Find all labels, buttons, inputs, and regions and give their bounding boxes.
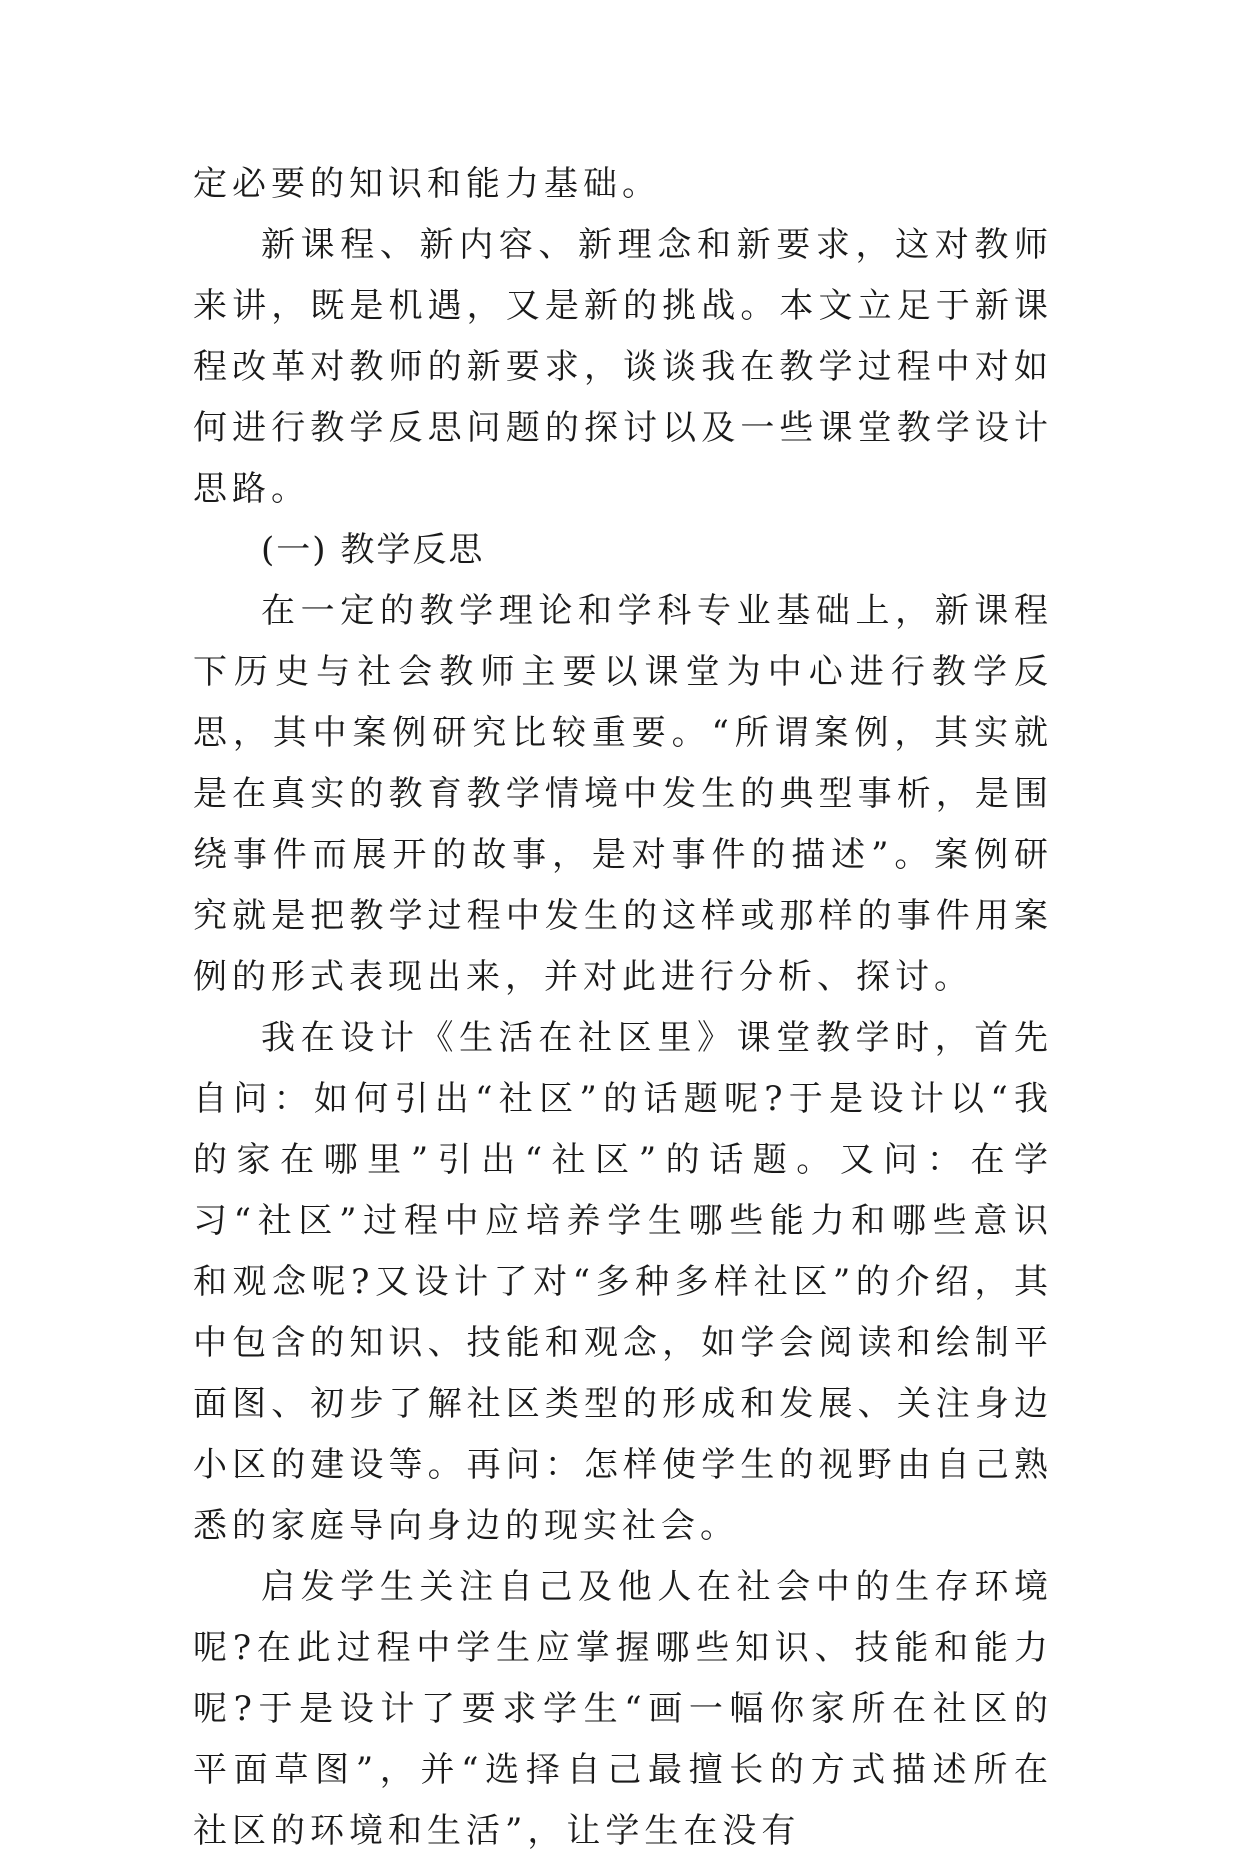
section-heading: (一) 教学反思 — [261, 530, 485, 570]
paragraph-lesson-design: 我在设计《生活在社区里》课堂教学时，首先自问：如何引出“社区”的话题呢?于是设计以“我的家在哪里”引出“社区”的话题。又问：在学习“社区”过程中应培养学生哪些能力和哪些意识和观念呢?又设计了对“多种多样社区”的介绍，其中包含的知识、技能和观念，如学会阅读和绘制平面图、初步了解社区类型的形成和发展、关注身边小区的建设等。再问：怎样使学生的视野由自己熟悉的家庭导向身边的现实社会。 — [193, 1018, 1053, 1546]
paragraph-continuation: 定必要的知识和能力基础。 — [193, 164, 661, 204]
document-page — [193, 154, 1053, 1862]
paragraph-intro: 新课程、新内容、新理念和新要求，这对教师来讲，既是机遇，又是新的挑战。本文立足于新课程改革对教师的新要求，谈谈我在教学过程中对如何进行教学反思问题的探讨以及一些课堂教学设计思路。 — [193, 225, 1053, 509]
paragraph-case-study: 在一定的教学理论和学科专业基础上，新课程下历史与社会教师主要以课堂为中心进行教学反思，其中案例研究比较重要。“所谓案例，其实就是在真实的教育教学情境中发生的典型事析，是围绕事件而展开的故事，是对事件的描述”。案例研究就是把教学过程中发生的这样或那样的事件用案例的形式表现出来，并对此进行分析、探讨。 — [193, 591, 1053, 997]
paragraph-student-activity: 启发学生关注自己及他人在社会中的生存环境呢?在此过程中学生应掌握哪些知识、技能和能力呢?于是设计了要求学生“画一幅你家所在社区的平面草图”，并“选择自己最擅长的方式描述所在社区的环境和生活”，让学生在没有 — [193, 1567, 1053, 1851]
